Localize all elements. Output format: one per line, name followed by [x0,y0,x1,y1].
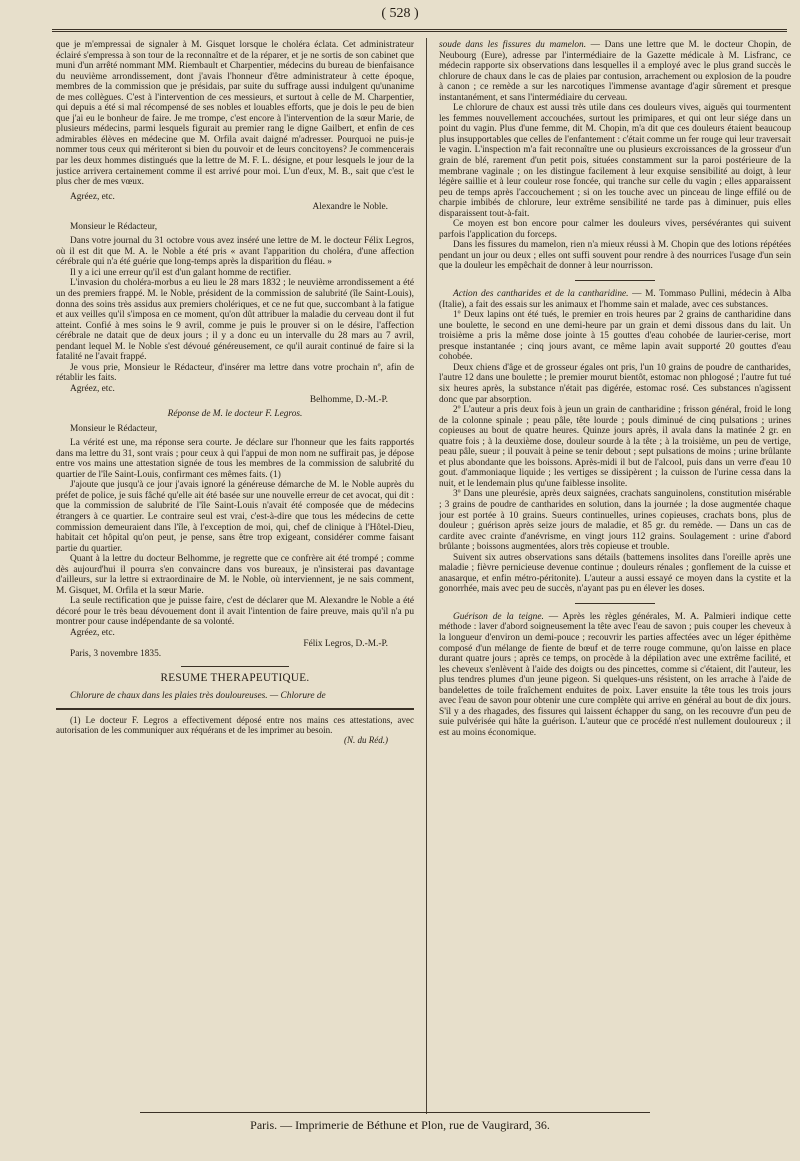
imprint-line: Paris. — Imprimerie de Béthune et Plon, rue de Vaugirard, 36. [250,1118,550,1132]
closing: Agréez, etc. [70,627,115,638]
paragraph: Dans les fissures du mamelon, rien n'a mieux réussi à M. Chopin que des lotions répétées pendant un jour ou deux ; elles ont suffi souvent pour rendre à des nourrices l'usage d'un sein que la douleur les empêchait de donner à leur nourrisson. [439,240,791,272]
signature: Alexandre le Noble. [312,202,388,213]
paragraph: Suivent six autres observations sans détails (battemens insolites dans l'oreille après une maladie ; fièvre pernicieuse devenue continue ; douleurs rénales ; gonflement de la cuisse et anasarque, et enfin métro-péritonite). L'auteur a aussi essayé ce moyen dans la cystite et la gonorrhée, mais avec peu de succès, n'ayant pas pu en élever les doses. [439,552,791,595]
response-title: Réponse de M. le docteur F. Legros. [167,409,303,420]
paragraph: Quant à la lettre du docteur Belhomme, je regrette que ce confrère ait été trompé ; comme dès aujourd'hui il pourra s'en convaincre dans vos bureaux, je n'insisterai pas davantage d'ailleurs, sur la lettre si extraordinaire de M. le Noble, où interviennent, je ne sais comment, M. Gisquet, M. Orfila et la sœur Marie. [56,554,414,596]
closing: Agréez, etc. [70,383,115,394]
footnote: (1) Le docteur F. Legros a effectivement déposé entre nos mains ces attestations, avec autorisation de les communiquer aux réquérans et de les imprimer au besoin. [56,714,414,735]
signature: Belhomme, D.-M.-P. [309,394,388,405]
page-number: ( 528 ) [381,6,419,21]
article-title: soude dans les fissures du mamelon. [439,40,587,50]
dateline: Paris, 3 novembre 1835. [70,649,162,660]
article-title: Action des cantharides et de la cantharidine. [453,289,629,300]
footnote-signature: (N. du Réd.) [344,735,388,746]
paragraph [439,40,791,103]
paragraph: Dans votre journal du 31 octobre vous avez inséré une lettre de M. le docteur Félix Legros, où il est dit que M. A. le Noble a été pris « avant l'apparition du choléra, d'une affection cérébrale qui n'a été guérie que long-temps après la disparition du fléau. » [56,236,414,268]
paragraph-text: — Dans une lettre que M. le docteur Chopin, de Neubourg (Eure), adresse par l'intermédiaire de la Gazette médicale à M. Lisfranc, ce médecin rapporte six observations dans lesquelles il a employé avec le plus grand succès le chlorure de chaux dans le cas de plaies par contusion, arrachement ou explosion de la poudre à canon ; ce remède a sur les narcotiques l'immense avantage d'agir sûrement et presque instantanément, et sans l'intermédiaire du cerveau. [439,40,791,103]
salutation: Monsieur le Rédacteur, [70,423,158,434]
paragraph: que je m'empressai de signaler à M. Gisquet lorsque le choléra éclata. Cet administrateur éclairé s'empressa à son tour de la reconnaître et de la réparer, et je ne sortis de son cabinet que muni d'un arrêté nommant MM. Riembault et Charpentier, médecins du bureau de bienfaisance du neuvième arrondissement, dont j'avais l'honneur d'être administrateur à cette époque, membres de la commission que je présidais, par suite du suffrage aussi indulgent qu'unanime de mes collègues. C'est à l'intervention de ces messieurs, et surtout à celle de M. Charpentier, qui depuis a été si mal récompensé de ses nobles et louables efforts, que je dois le peu de bien que j'ai eu le bonheur de faire. Je me trompe, c'est encore à l'intervention de la sœur Marie, de plusieurs médecins, parmi lesquels figurait au premier rang le digne Gailbert, et enfin de ces admirables élèves en médecine que M. Orfila avait daigné m'adresser. Pourquoi ne puis-je nommer tous ceux qui mériteront si bien du pouvoir et de leurs concitoyens? Je commencerais par les deux hommes distingués que la lettre de M. F. L. désigne, et pour lesquels le jour de la justice arrivera certainement comme il est arrivé pour moi. L'un d'eux, M. B., sait que c'est le plus cher de mes vœux. [56,40,414,188]
section-rule [181,666,289,667]
paragraph: J'ajoute que jusqu'à ce jour j'avais ignoré la généreuse démarche de M. le Noble auprès du préfet de police, je suis fâché qu'elle ait été basée sur une nouvelle erreur de cet avocat, qui dit : que la commission de salubrité de l'île Saint-Louis n'avait été composée que de médecins étrangers à ce quartier. Le contraire seul est vrai, c'est-à-dire que tous les médecins de cette commission demeuraient dans l'île, à l'exception de moi, qui, chef de clinique à l'Hôtel-Dieu, habitait cet hôpital qu'on peut, je pense, sans être trop exigeant, considérer comme faisant partie du quartier. [56,480,414,554]
paragraph [439,612,791,739]
paragraph [439,289,791,310]
paragraph: 2º L'auteur a pris deux fois à jeun un grain de cantharidine ; frisson général, froid le long de la colonne spinale ; peau pâle, tête lourde ; pouls diminué de cinq pulsations ; urines copieuses au bout de quatre heures. Quinze jours après, il avala dans la matinée 2 gr. en quatre fois ; à la deuxième dose, douleur sourde à la tête ; à la troisième, un peu de vertige, peau pâle, sueur ; il pouvait à peine se tenir debout ; sept pulsations de moins ; urine brûlante et plus abondante que les boissons. Après-midi il but de l'alcool, puis dans un verre d'eau 10 gout. d'ammoniaque liquide ; les vertiges se dissipèrent ; la cuisson de l'urine cessa dans la nuit, et le lendemain plus qu'une faiblesse insolite. [439,405,791,489]
paragraph-text: — Après les règles générales, M. A. Palmieri indique cette méthode : laver d'abord soigneusement la tête avec l'eau de savon ; puis couper les cheveux à la longueur d'environ un demi-pouce ; recouvrir les parties affectées avec un léger épithème composé d'un mélange de fiente de bœuf et de terre rouge commune, qu'on laisse en place durant quatre jours ; après ce temps, on procède à la dépilation avec une extrême facilité, et les cheveux s'enlèvent à l'aide des doigts ou des pincettes, comme si c'étaient, dit l'auteur, les plus tendres plumes d'un jeune pigeon. Si quelques-uns résistent, on les arrache à l'aide de bandelettes de toile fraîchement enduites de poix. Laver ensuite la tête tous les trois jours avec l'eau de savon pour obtenir une cure complète qui arrive en général au bout de dix jours. S'il y a des rhagades, des fissures qui laissent échapper du sang, on les recouvre d'un peu de suie pulvérisée qui hâte la guérison. L'auteur que ce procédé n'est nullement douloureux ; il est au moins économique. [439,611,791,738]
closing: Agréez, etc. [70,191,115,202]
section-title: RESUME THERAPEUTIQUE. [160,671,310,684]
paragraph: La seule rectification que je puisse faire, c'est de déclarer que M. Alexandre le Noble a été décoré pour le très beau dévouement dont il avait l'intention de faire preuve, mais qu'il n'a pu montrer pour cause indépendante de sa volonté. [56,596,414,628]
paragraph: 3º Dans une pleurésie, après deux saignées, crachats sanguinolens, constitution misérable ; 3 grains de poudre de cantharides en solution, dans la journée ; la dose augmentée chaque jour est portée à 10 grains. Sueurs continuelles, urines copieuses, crachats bons, plus de douleur ; guérison après seize jours de maladie, et 85 gr. du remède. — Dans un cas de cardite avec crainte d'anévrisme, en vingt jours 112 grains. Soulagement : urine d'abord brûlante ; boissons augmentées, alors très copieuse et trouble. [439,489,791,553]
header-rule [52,29,787,32]
article-subtitle: Chlorure de chaux dans les plaies très douloureuses. — Chlorure de [70,691,326,702]
footnote-rule [56,708,414,710]
signature: Félix Legros, D.-M.-P. [303,638,388,649]
paragraph: La vérité est une, ma réponse sera courte. Je déclare sur l'honneur que les faits rapportés dans ma lettre du 31, sont vrais ; pour ceux à qui l'appui de mon nom ne suffirait pas, je dépose entre vos mains une attestation signée de tous les membres de la commission de salubrité du quartier de l'île Saint-Louis, confirmant ces mêmes faits. (1) [56,438,414,480]
paragraph: 1º Deux lapins ont été tués, le premier en trois heures par 2 grains de cantharidine dans une boulette, le second en une demi-heure par un grain et demi dissous dans du lait. Un troisième a pris la même dose jointe à 15 gouttes d'eau cohobée de laurier-cerise, mort presque instantanée ; cinq jours avant, ce même lapin avait supporté 20 gouttes d'eau cohobée. [439,310,791,363]
article-rule [575,603,655,604]
paragraph: Ce moyen est bon encore pour calmer les douleurs vives, persévérantes qui suivent parfois l'application du forceps. [439,219,791,240]
paragraph: Je vous prie, Monsieur le Rédacteur, d'insérer ma lettre dans votre prochain nº, afin de rétablir les faits. [56,362,414,384]
column-divider [426,38,427,1114]
paragraph: Le chlorure de chaux est aussi très utile dans ces douleurs vives, aiguës qui tourmentent les femmes nouvellement accouchées, surtout les primipares, et qui ont leur siége dans un point du vagin. Plus d'une femme, dit M. Chopin, m'a dit que ces douleurs étaient beaucoup plus insupportables que celles de l'enfantement : c'était comme un fer rouge qui leur traversait le vagin. L'inspection m'a fait reconnaître une ou plusieurs excroissances de la grosseur d'un grain de blé, rarement d'un petit pois, situées constamment sur la paroi postérieure de la membrane vaginale ; on les distingue facilement à leur exquise sensibilité au doigt, à leur légère saillie et à leur couleur rose foncée, qui tranche sur celle du vagin ; elles apparaissent peu de temps après l'accouchement ; si on les touche avec un pinceau de linge effilé ou de charpie imbibés de chlorure, leur extrême sensibilité ne tarde pas à diminuer, puis elles disparaissent tout-à-fait. [439,103,791,219]
article-title: Guérison de la teigne. [453,611,544,622]
article-rule [575,280,655,281]
paragraph: Il y a ici une erreur qu'il est d'un galant homme de rectifier. [70,267,292,278]
right-column [439,40,791,1112]
paragraph-text: — M. Tommaso Pullini, médecin à Alba (Italie), a fait des essais sur les animaux et l'homme sain et malade, avec ces substances. [439,289,791,310]
left-column [56,40,414,1112]
salutation: Monsieur le Rédacteur, [70,221,158,232]
paragraph: Deux chiens d'âge et de grosseur égales ont pris, l'un 10 grains de poudre de cantharides, l'autre 12 dans une boulette ; le premier mourut bientôt, estomac non phlogosé ; l'autre fut tué six heures après, la substance n'était pas digérée, estomac rosé. Ces substances n'agissent donc que par absorption. [439,362,791,405]
paragraph: L'invasion du choléra-morbus a eu lieu le 28 mars 1832 ; le neuvième arrondissement a été un des premiers frappé. M. le Noble, président de la commission de salubrité (île Saint-Louis), donna des soins très assidus aux premiers cholériques, et ce ne fut que, succombant à la fatigue et aux veilles qu'il s'imposa en ce moment, qu'on dût attribuer la maladie du cerveau dont il fut atteint. Confié à mes soins le 9 avril, comme je puis le prouver si on le désire, l'affection cérébrale ne datait que de deux jours ; il y a donc eu un intervalle du 28 mars au 7 avril, pendant lequel M. le Noble s'est dévoué généreusement, ce qu'il aurait continué de faire si la fatalité ne l'avait frappé. [56,278,414,363]
footer-rule [140,1112,650,1113]
